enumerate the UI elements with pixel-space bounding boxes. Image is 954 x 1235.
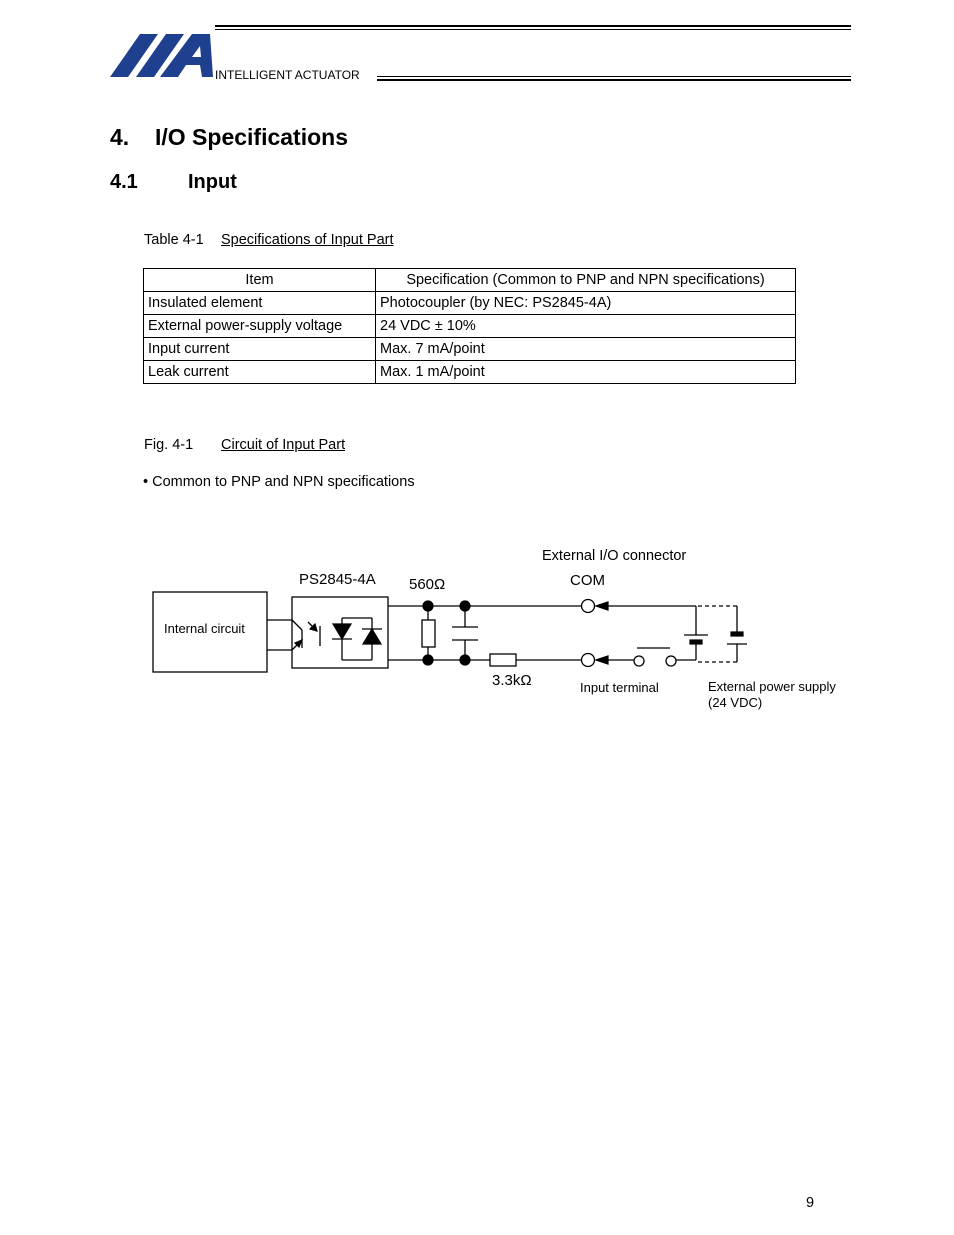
table-cell-spec: Max. 1 mA/point xyxy=(376,361,796,384)
junction-dot xyxy=(423,601,433,611)
input-terminal-label: Input terminal xyxy=(580,680,659,695)
header-rule-top-1 xyxy=(215,25,851,27)
junction-dot xyxy=(460,655,470,665)
battery-plate xyxy=(690,640,702,644)
figure-bullet-note: • Common to PNP and NPN specifications xyxy=(143,474,415,490)
figure-caption xyxy=(144,437,345,453)
switch-contact xyxy=(666,656,676,666)
table-cell-item: Input current xyxy=(144,338,376,361)
header-rule-bottom-1 xyxy=(377,76,851,77)
subsection-title: Input xyxy=(188,171,237,193)
power-supply-voltage-label: (24 VDC) xyxy=(708,695,763,710)
section-number: 4. xyxy=(110,124,130,150)
com-label: COM xyxy=(570,572,605,589)
figure-caption-number: Fig. 4-1 xyxy=(144,437,194,453)
subsection-number: 4.1 xyxy=(110,171,138,193)
section-heading xyxy=(110,124,348,151)
power-supply-label: External power supply xyxy=(708,679,836,694)
section-title: I/O Specifications xyxy=(155,124,348,150)
resistor-3k3 xyxy=(490,654,516,666)
junction-dot xyxy=(460,601,470,611)
table-cell-spec: Max. 7 mA/point xyxy=(376,338,796,361)
header-rule-top-2 xyxy=(215,29,851,30)
table-cell-item: External power-supply voltage xyxy=(144,315,376,338)
subsection-heading xyxy=(110,171,237,194)
company-name: INTELLIGENT ACTUATOR xyxy=(215,68,360,82)
input-circuit-diagram xyxy=(140,540,860,720)
table-cell-spec: Photocoupler (by NEC: PS2845-4A) xyxy=(376,292,796,315)
table-cell-item: Insulated element xyxy=(144,292,376,315)
table-header-row xyxy=(144,269,796,292)
diode-up xyxy=(363,629,381,644)
table-row xyxy=(144,292,796,315)
header-rule-bottom-2 xyxy=(377,79,851,81)
table-header-item: Item xyxy=(144,269,376,292)
table-cell-item: Leak current xyxy=(144,361,376,384)
table-caption xyxy=(144,232,394,248)
battery-plate xyxy=(731,632,743,636)
junction-dot xyxy=(423,655,433,665)
table-row xyxy=(144,361,796,384)
internal-circuit-label: Internal circuit xyxy=(164,621,245,636)
ia-logo-icon xyxy=(110,33,214,78)
input-terminal xyxy=(582,654,595,667)
table-caption-number: Table 4-1 xyxy=(144,232,204,248)
table-caption-title: Specifications of Input Part xyxy=(221,232,394,248)
table-cell-spec: 24 VDC ± 10% xyxy=(376,315,796,338)
resistor-560-label: 560Ω xyxy=(409,576,446,593)
table-header-spec: Specification (Common to PNP and NPN specifications) xyxy=(376,269,796,292)
diode-down xyxy=(333,624,351,639)
figure-caption-title: Circuit of Input Part xyxy=(221,437,346,453)
table-row xyxy=(144,338,796,361)
table-row xyxy=(144,315,796,338)
photocoupler-label: PS2845-4A xyxy=(299,571,376,588)
page-number: 9 xyxy=(806,1195,815,1211)
input-spec-table xyxy=(143,268,796,384)
resistor-3k3-label: 3.3kΩ xyxy=(492,672,532,689)
switch-contact xyxy=(634,656,644,666)
resistor-560 xyxy=(422,620,435,647)
com-terminal xyxy=(582,600,595,613)
connector-label: External I/O connector xyxy=(542,548,687,564)
